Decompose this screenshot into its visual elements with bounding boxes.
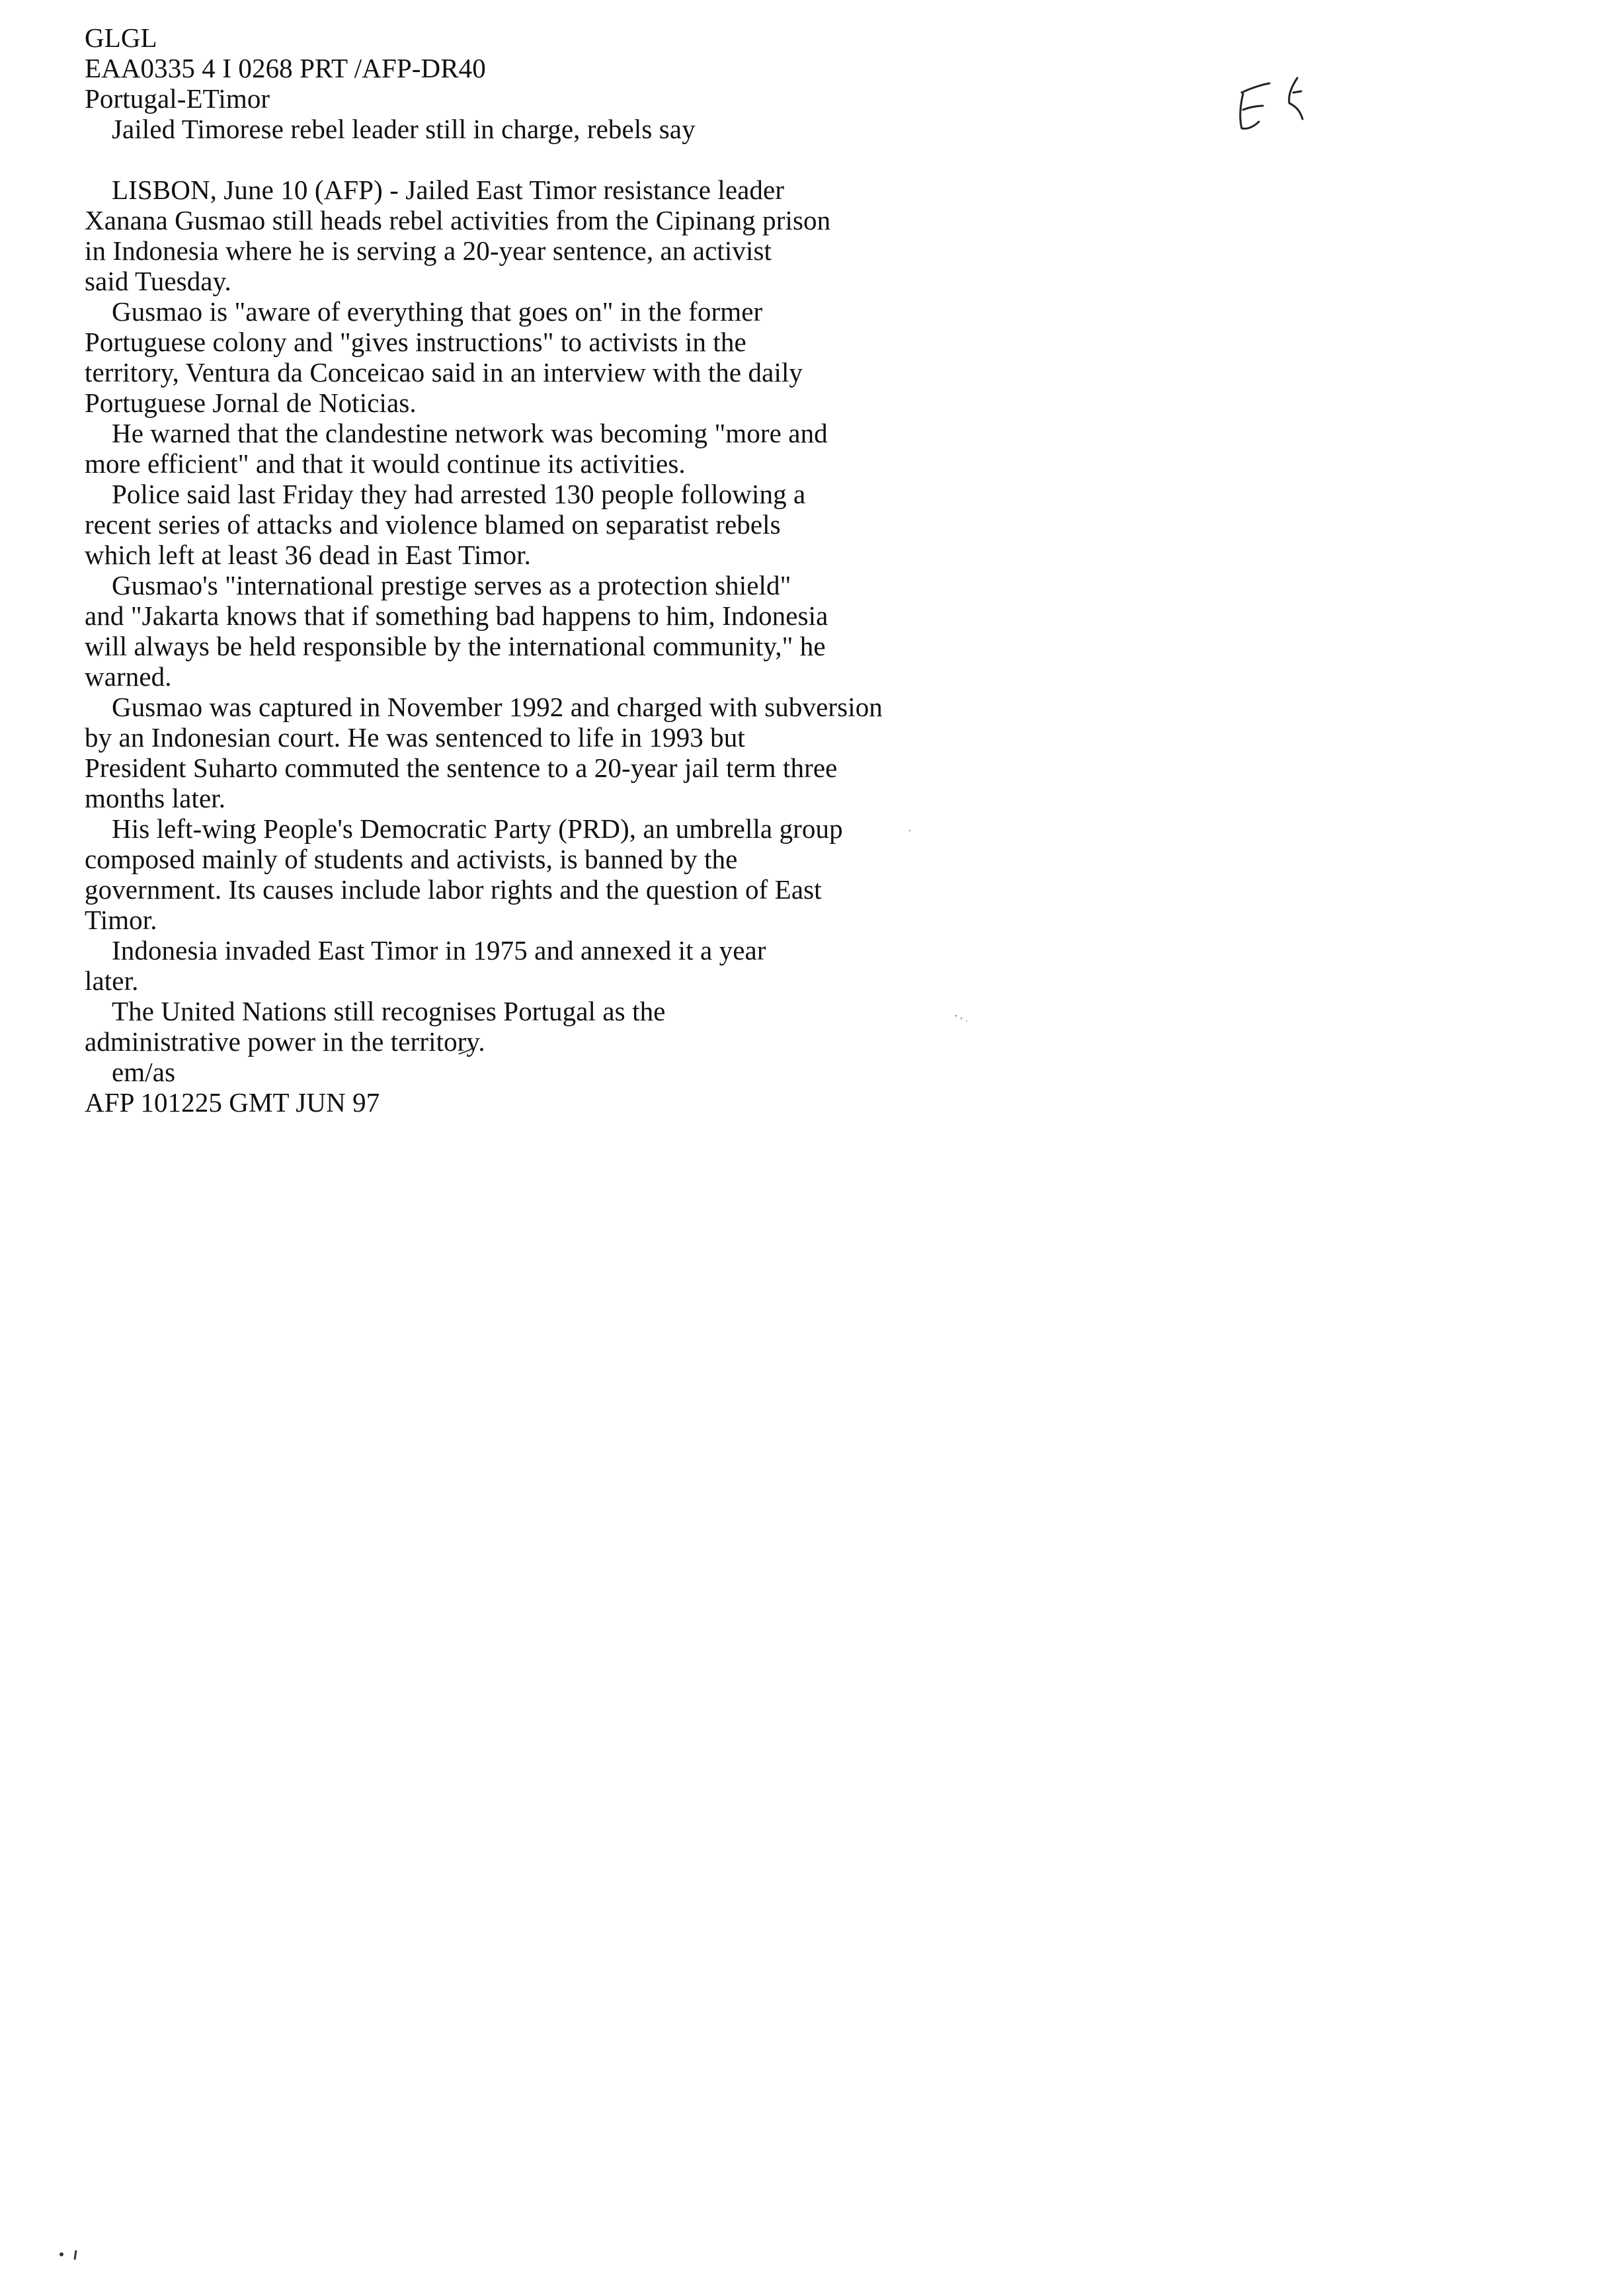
story-line: territory, Ventura da Conceicao said in an interview with the daily xyxy=(85,357,803,388)
story-line: in Indonesia where he is serving a 20-year sentence, an activist xyxy=(85,235,772,266)
story-line: composed mainly of students and activists, is banned by the xyxy=(85,844,738,874)
handwritten-initials-mark xyxy=(1223,66,1329,145)
ink-speck xyxy=(56,2245,89,2265)
story-line: Portuguese Jornal de Noticias. xyxy=(85,388,417,418)
story-paragraph xyxy=(85,296,1076,418)
initials-line: em/as xyxy=(112,1057,176,1087)
story-line: administrative power in the territory. xyxy=(85,1026,485,1057)
story-paragraph xyxy=(85,479,1076,570)
story-paragraph xyxy=(85,570,1076,692)
story-line: recent series of attacks and violence blamed on separatist rebels xyxy=(85,509,781,540)
story-line: Indonesia invaded East Timor in 1975 and annexed it a year xyxy=(112,935,766,965)
story-line: Xanana Gusmao still heads rebel activities from the Cipinang prison xyxy=(85,205,831,235)
story-line: Police said last Friday they had arrested 130 people following a xyxy=(112,479,806,509)
headline: Jailed Timorese rebel leader still in charge, rebels say xyxy=(112,114,696,144)
story-paragraph xyxy=(85,935,1076,996)
ink-speck xyxy=(456,1045,483,1058)
slug-line: GLGL xyxy=(85,22,157,53)
story-paragraph xyxy=(85,996,1076,1057)
timestamp-line: AFP 101225 GMT JUN 97 xyxy=(85,1087,380,1118)
story-line: LISBON, June 10 (AFP) - Jailed East Timor resistance leader xyxy=(112,175,785,205)
story-line: more efficient" and that it would continue its activities. xyxy=(85,448,686,479)
story-paragraph xyxy=(85,692,1076,813)
story-paragraph xyxy=(85,813,1076,935)
story-paragraph xyxy=(85,175,1076,296)
story-line: said Tuesday. xyxy=(85,266,231,296)
story-line: President Suharto commuted the sentence to a 20-year jail term three xyxy=(85,753,838,783)
story-line: His left-wing People's Democratic Party (PRD), an umbrella group xyxy=(112,813,843,844)
story-line: warned. xyxy=(85,661,172,692)
story-line: Timor. xyxy=(85,905,157,935)
story-line: He warned that the clandestine network was becoming "more and xyxy=(112,418,828,448)
story-line: government. Its causes include labor rights and the question of East xyxy=(85,874,822,905)
story-line: Portuguese colony and "gives instructions" to activists in the xyxy=(85,327,746,357)
blank-line xyxy=(85,144,1076,175)
story-line: and "Jakarta knows that if something bad happens to him, Indonesia xyxy=(85,600,828,631)
ink-speck xyxy=(906,827,914,835)
story-line: Gusmao was captured in November 1992 and charged with subversion xyxy=(112,692,883,722)
story-line: by an Indonesian court. He was sentenced to life in 1993 but xyxy=(85,722,745,753)
story-line: which left at least 36 dead in East Timor. xyxy=(85,540,531,570)
story-line: The United Nations still recognises Portugal as the xyxy=(112,996,666,1026)
wire-code-line: EAA0335 4 I 0268 PRT /AFP-DR40 xyxy=(85,53,486,83)
story-line: Gusmao is "aware of everything that goes on" in the former xyxy=(112,296,763,327)
story-line: months later. xyxy=(85,783,226,813)
story-line: will always be held responsible by the international community," he xyxy=(85,631,826,661)
wire-story xyxy=(85,22,1076,1118)
story-body xyxy=(85,175,1076,1057)
keyword-line: Portugal-ETimor xyxy=(85,83,270,114)
story-paragraph xyxy=(85,418,1076,479)
ink-speck xyxy=(952,1012,972,1025)
story-line: Gusmao's "international prestige serves as a protection shield" xyxy=(112,570,791,600)
story-line: later. xyxy=(85,965,139,996)
